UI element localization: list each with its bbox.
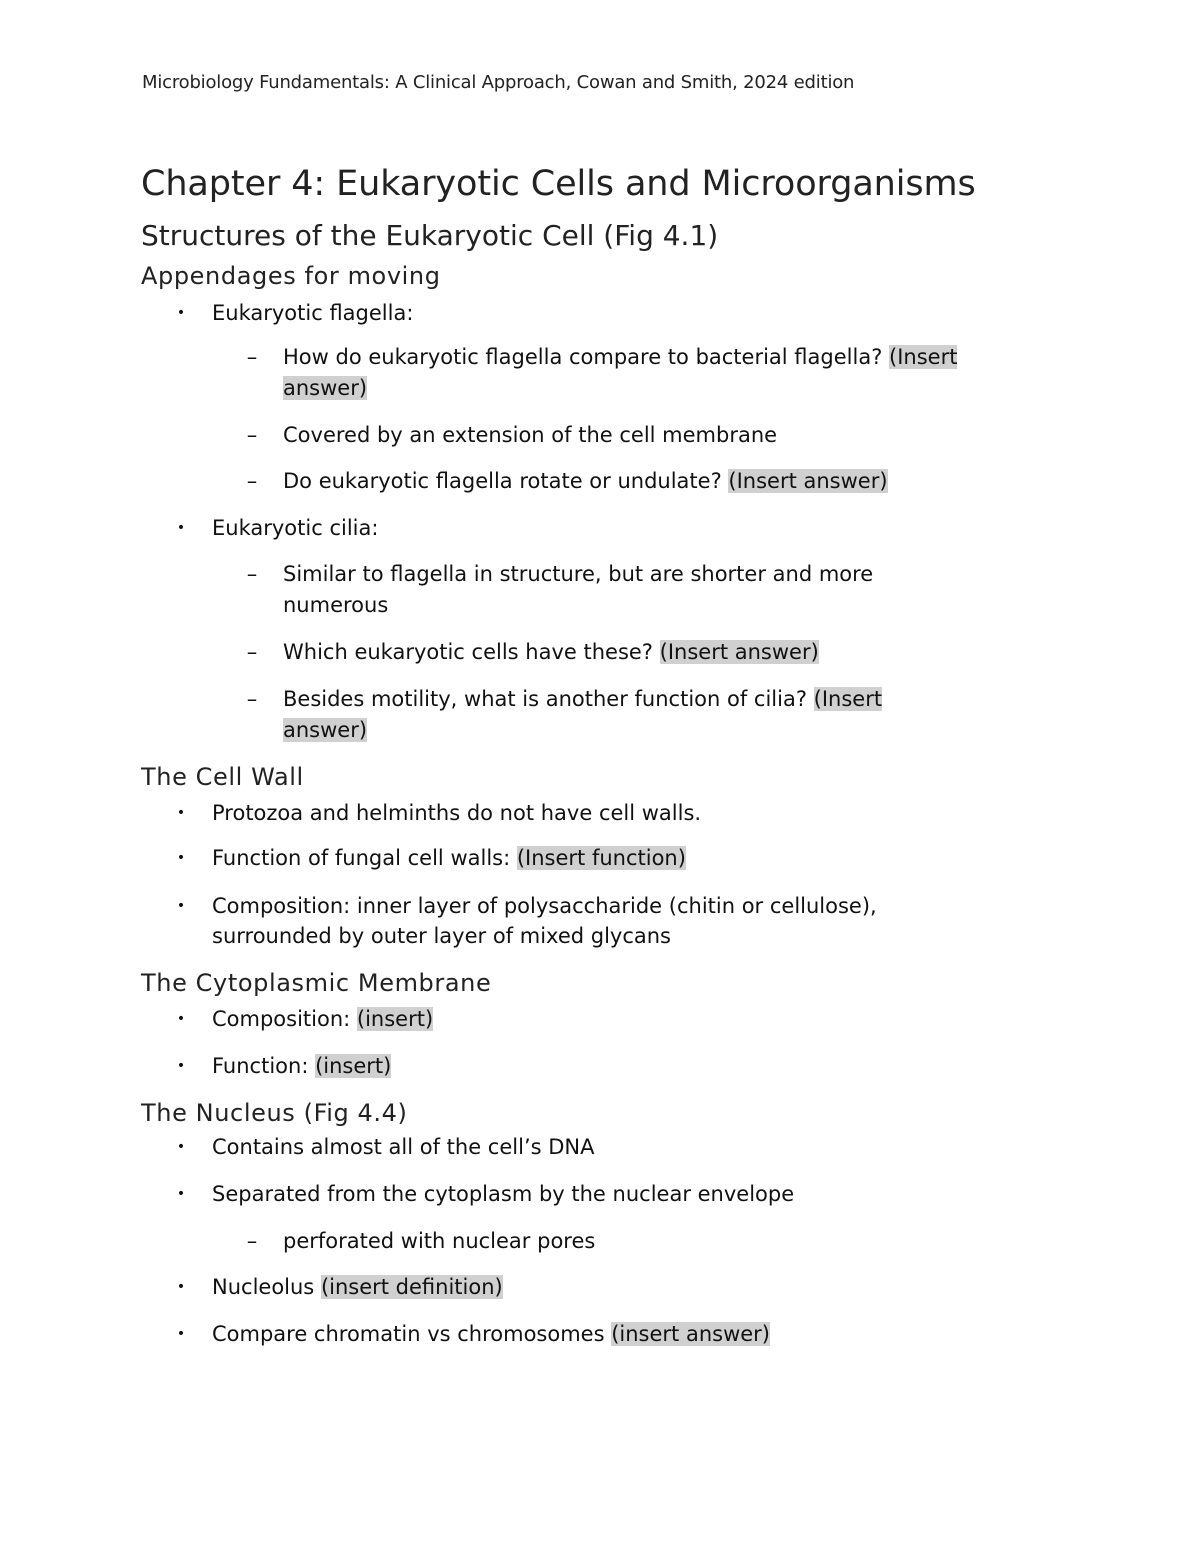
section-title: Structures of the Eukaryotic Cell (Fig 4.1) [141, 219, 719, 252]
bullet-fungal-wall-function [176, 843, 686, 874]
statement-text: Separated from the cytoplasm by the nuclear envelope [212, 1182, 795, 1206]
answer-placeholder: (Insert [813, 687, 883, 711]
bullet-wall-composition-cont [212, 921, 671, 952]
bullet-nuclear-envelope [176, 1179, 795, 1210]
sub-flagella-covered [246, 420, 778, 451]
answer-placeholder: (insert definition) [320, 1275, 503, 1299]
bullet-flagella [176, 298, 414, 329]
answer-placeholder: (insert) [356, 1007, 434, 1031]
bullet-mark: • [176, 1326, 186, 1342]
bullet-mark: • [176, 1279, 186, 1295]
answer-placeholder: (insert) [315, 1054, 392, 1078]
statement-text: Composition: inner layer of polysaccharide (chitin or cellulose), [212, 894, 877, 918]
dash-mark: – [246, 345, 258, 369]
sub-cilia-structure-cont [283, 590, 388, 621]
bullet-mark: • [176, 898, 186, 914]
bullet-mark: • [176, 1011, 186, 1027]
statement-text: Protozoa and helminths do not have cell walls. [212, 801, 702, 825]
question-text: Composition: [212, 1007, 357, 1031]
flagella-label: Eukaryotic flagella: [212, 301, 414, 325]
question-text: Function of fungal cell walls: [212, 846, 517, 870]
answer-placeholder: answer) [283, 718, 368, 742]
dash-mark: – [246, 562, 258, 586]
bullet-membrane-function [176, 1051, 392, 1082]
dash-mark: – [246, 469, 258, 493]
answer-placeholder: (Insert [889, 345, 958, 369]
appendages-heading: Appendages for moving [141, 262, 441, 290]
sub-cilia-function-cont [283, 715, 367, 746]
nucleus-heading: The Nucleus (Fig 4.4) [141, 1099, 408, 1127]
statement-text: Similar to flagella in structure, but are shorter and more [283, 562, 874, 586]
bullet-mark: • [176, 1139, 186, 1155]
sub-flagella-compare-cont [283, 373, 367, 404]
membrane-heading: The Cytoplasmic Membrane [141, 969, 492, 997]
bullet-no-cell-walls [176, 798, 702, 829]
dash-mark: – [246, 640, 258, 664]
dash-mark: – [246, 1229, 258, 1253]
bullet-wall-composition [176, 891, 877, 922]
bullet-mark: • [176, 305, 186, 321]
question-text: Do eukaryotic flagella rotate or undulate? [283, 469, 729, 493]
cell-wall-heading: The Cell Wall [141, 763, 304, 791]
statement-text: Contains almost all of the cell’s DNA [212, 1135, 595, 1159]
statement-text: Covered by an extension of the cell membrane [283, 423, 778, 447]
bullet-membrane-composition [176, 1004, 434, 1035]
bullet-mark: • [176, 850, 186, 866]
sub-flagella-rotate [246, 466, 888, 497]
statement-text: numerous [283, 593, 389, 617]
question-text: Besides motility, what is another function of cilia? [283, 687, 814, 711]
bullet-mark: • [176, 520, 186, 536]
question-text: How do eukaryotic flagella compare to bacterial flagella? [283, 345, 890, 369]
cilia-label: Eukaryotic cilia: [212, 516, 379, 540]
question-text: Compare chromatin vs chromosomes [212, 1322, 612, 1346]
dash-mark: – [246, 687, 258, 711]
running-head: Microbiology Fundamentals: A Clinical Approach, Cowan and Smith, 2024 edition [142, 72, 855, 93]
statement-text: surrounded by outer layer of mixed glycans [212, 924, 671, 948]
bullet-chromatin [176, 1319, 770, 1350]
bullet-cilia [176, 513, 379, 544]
dash-mark: – [246, 423, 258, 447]
answer-placeholder: answer) [283, 376, 368, 400]
sub-cilia-which [246, 637, 819, 668]
sub-nuclear-pores [246, 1226, 596, 1257]
answer-placeholder: (Insert function) [516, 846, 686, 870]
answer-placeholder: (Insert answer) [659, 640, 819, 664]
answer-placeholder: (insert answer) [611, 1322, 770, 1346]
statement-text: perforated with nuclear pores [283, 1229, 596, 1253]
chapter-title: Chapter 4: Eukaryotic Cells and Microorganisms [141, 164, 976, 204]
sub-cilia-function [246, 684, 883, 715]
question-text: Which eukaryotic cells have these? [283, 640, 660, 664]
question-text: Function: [212, 1054, 316, 1078]
bullet-mark: • [176, 1186, 186, 1202]
sub-cilia-structure [246, 559, 874, 590]
question-text: Nucleolus [212, 1275, 321, 1299]
answer-placeholder: (Insert answer) [728, 469, 888, 493]
bullet-mark: • [176, 1058, 186, 1074]
bullet-nucleolus [176, 1272, 503, 1303]
bullet-nucleus-dna [176, 1132, 595, 1163]
bullet-mark: • [176, 805, 186, 821]
sub-flagella-compare [246, 342, 958, 373]
